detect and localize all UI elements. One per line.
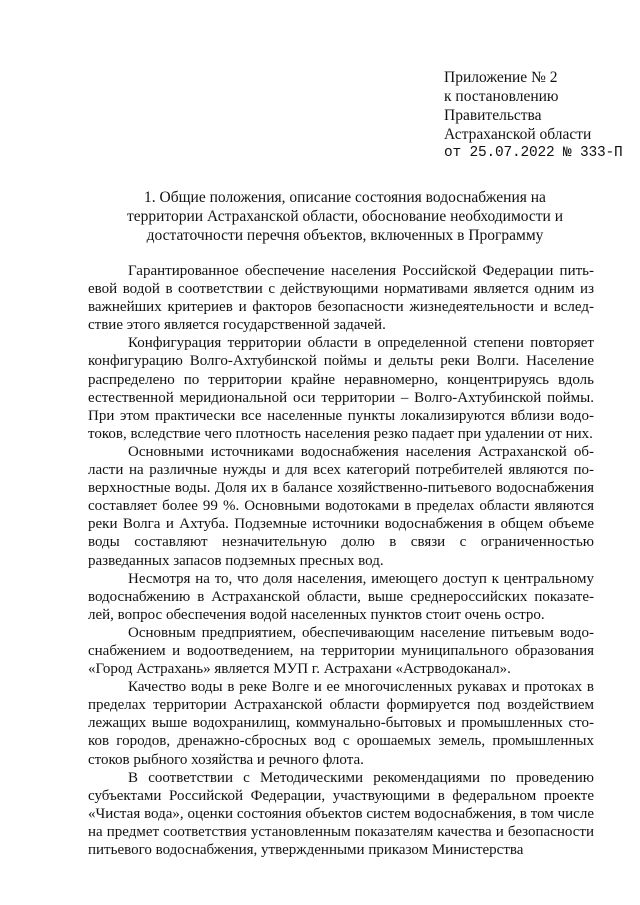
- section-title-line-2: территории Астраханской области, обоснование необходимости и: [126, 208, 564, 225]
- region-ref: Астраханской области: [444, 126, 592, 143]
- resolution-ref: к постановлению: [444, 88, 559, 105]
- section-title: [110, 188, 580, 245]
- paragraph-main-enterprise: Основным предприятием, обеспечивающим население питьевым водоснабжением и водоотведением, на территории муниципального образования «Город Астрахань» является МУП г. Астрахани «Астрводоканал».: [88, 624, 594, 678]
- paragraph-methodical-recommendations: В соответствии с Методическими рекомендациями по проведению субъектами Российской Федерации, участвующими в федеральном проекте «Чистая вода», оценки состояния объектов систем водоснабжения, в том числе на предмет соответствия установленным показателям качества и безопасности питьевого водоснабжения, утвержденными приказом Министерства: [88, 769, 594, 858]
- body-text: [88, 262, 594, 859]
- resolution-date-number: от 25.07.2022 № 333-П: [444, 145, 623, 161]
- section-title-line-1: 1. Общие положения, описание состояния водоснабжения на: [144, 189, 546, 206]
- paragraph-water-supply-guarantee: Гарантированное обеспечение населения Российской Федерации питьевой водой в соответствии с действующими нормативами является одним из важнейших критериев и факторов безопасности жизнедеятельности и вследствие этого является государственной задачей.: [88, 263, 594, 334]
- appendix-header: [444, 68, 624, 163]
- paragraph-water-quality: Качество воды в реке Волге и ее многочисленных рукавах и протоках в пределах территории Астраханской области формируется под воздействием лежащих выше водохранилищ, коммунально-бытовых и промышленных стоков городов, дренажно-сбросных вод с орошаемых земель, промышленных стоков рыбного хозяйства и речного флота.: [88, 679, 594, 768]
- appendix-number: Приложение № 2: [444, 69, 558, 86]
- paragraph-water-sources: Основными источниками водоснабжения населения Астраханской области на различные нужды и для всех категорий потребителей являются поверхностные воды. Доля их в балансе хозяйственно-питьевого водоснабжения составляет более 99 %. Основными водотоками в пределах области являются реки Волга и Ахтуба. Подземные источники водоснабжения в общем объеме воды составляют незначительную долю в связи с ограниченностью разведанных запасов подземных пресных вод.: [88, 443, 594, 569]
- paragraph-territory-configuration: Конфигурация территории области в определенной степени повторяет конфигурацию Волго-Ахтубинской поймы и дельты реки Волги. Население распределено по территории крайне неравномерно, концентрируясь вдоль естественной меридиональной оси территории – Волго-Ахтубинской поймы. При этом практически все населенные пункты локализируются вблизи водотоков, вследствие чего плотность населения резко падает при удалении от них.: [88, 335, 594, 442]
- paragraph-central-supply-access: Несмотря на то, что доля населения, имеющего доступ к центральному водоснабжению в Астраханской области, выше среднероссийских показателей, вопрос обеспечения водой населенных пунктов стоит очень остро.: [88, 570, 594, 623]
- section-title-line-3: достаточности перечня объектов, включенных в Программу: [146, 227, 544, 244]
- government-ref: Правительства: [444, 107, 542, 124]
